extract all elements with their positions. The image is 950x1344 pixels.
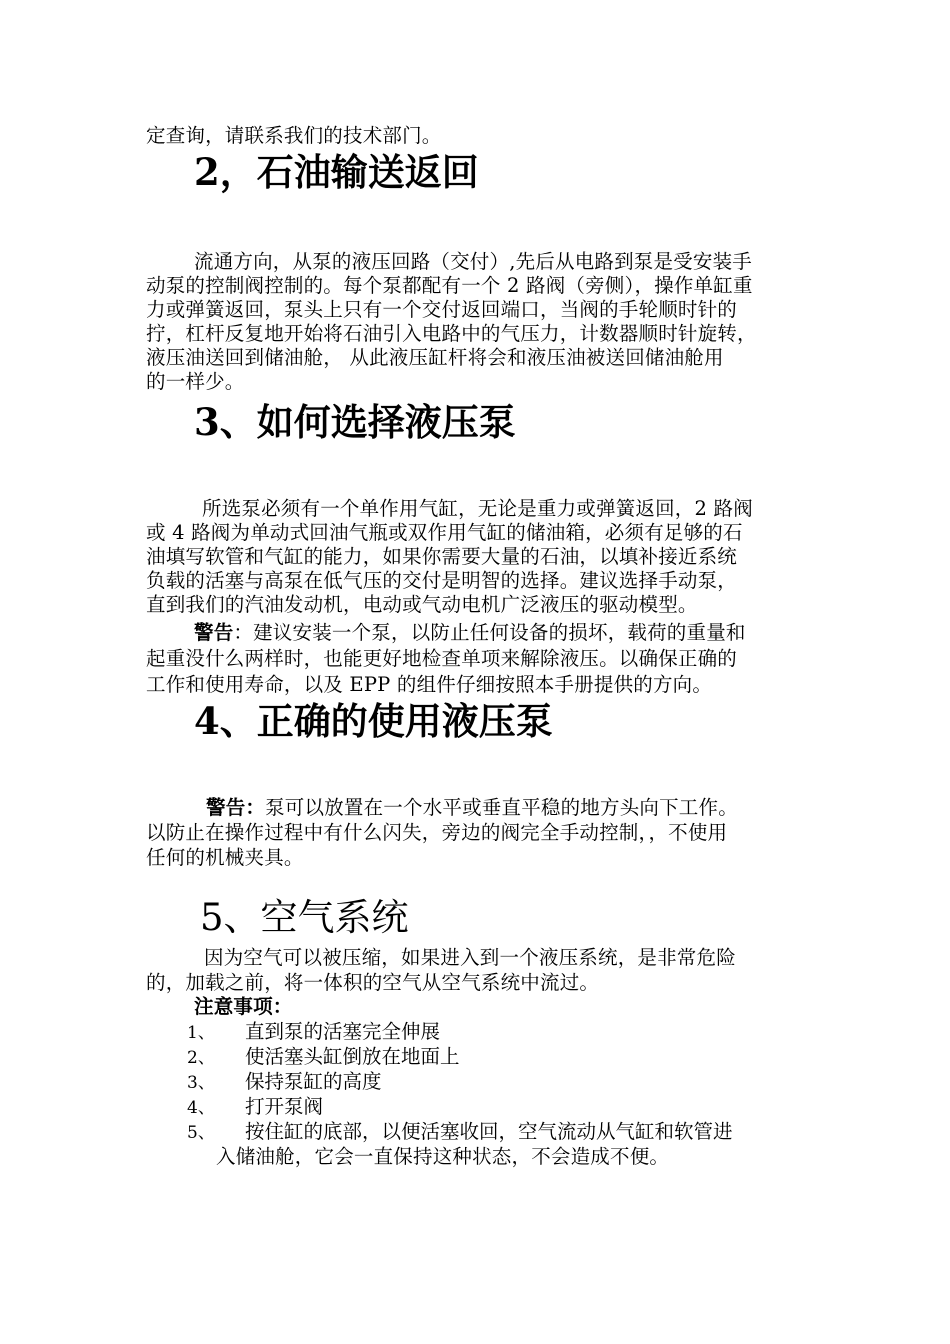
- list-item-3-text: 保持泵缸的高度: [245, 1070, 382, 1093]
- section-3-line-1: 所选泵必须有一个单作用气缸，无论是重力或弹簧返回，2 路阀: [202, 497, 753, 520]
- section-4-warning-text-1: 泵可以放置在一个水平或垂直平稳的地方头向下工作。: [265, 796, 738, 819]
- list-item-4-text: 打开泵阀: [245, 1095, 324, 1118]
- list-item-5-continuation: 入储油舱，它会一直保持这种状态，不会造成不便。: [216, 1145, 670, 1168]
- section-3-warning-line-3: 工作和使用寿命，以及 EPP 的组件仔细按照本手册提供的方向。: [146, 673, 713, 696]
- list-item-1-number: 1、: [187, 1023, 215, 1043]
- section-4-warning-line-1: [206, 796, 738, 820]
- list-item-5-number: 5、: [187, 1123, 215, 1143]
- section-2-line-2: 动泵的控制阀控制的。每个泵都配有一个 2 路阀（旁侧），操作单缸重: [146, 274, 753, 297]
- section-5-notes-label: 注意事项：: [194, 995, 293, 1018]
- section-5-line-1: 因为空气可以被压缩，如果进入到一个液压系统，是非常危险: [204, 946, 736, 969]
- section-4-warning-line-3: 任何的机械夹具。: [146, 846, 304, 869]
- list-item-3-number: 3、: [187, 1073, 215, 1093]
- list-item-1-text: 直到泵的活塞完全伸展: [245, 1020, 441, 1043]
- section-4-warning-line-2: 以防止在操作过程中有什么闪失，旁边的阀完全手动控制，，不使用: [146, 821, 728, 844]
- list-item-5-text: 按住缸的底部，以便活塞收回，空气流动从气缸和软管进: [245, 1120, 733, 1143]
- section-2-heading: 2，石油输送返回: [194, 150, 479, 194]
- section-2-line-6: 的一样少。: [146, 370, 245, 393]
- section-3-warning-text-1: ：建议安装一个泵，以防止任何设备的损坏，载荷的重量和: [233, 621, 746, 644]
- section-4-heading: 4、正确的使用液压泵: [194, 699, 553, 743]
- section-3-warning-label: 警告: [194, 621, 234, 644]
- section-2-line-4: 拧，杠杆反复地开始将石油引入电路中的气压力，计数器顺时针旋转，: [146, 322, 757, 345]
- intro-tail-text: 定查询，请联系我们的技术部门。: [146, 124, 442, 147]
- list-item-4-number: 4、: [187, 1098, 215, 1118]
- section-2-line-5: 液压油送回到储油舱， 从此液压缸杆将会和液压油被送回储油舱用: [146, 346, 724, 369]
- list-item-2-number: 2、: [187, 1048, 215, 1068]
- section-2-line-1: 流通方向，从泵的液压回路（交付）,先后从电路到泵是受安装手: [194, 250, 752, 273]
- section-3-line-5: 直到我们的汽油发动机，电动或气动电机广泛液压的驱动模型。: [146, 593, 698, 616]
- section-4-warning-label: 警告：: [206, 796, 266, 819]
- section-3-line-2: 或 4 路阀为单动式回油气瓶或双作用气缸的储油箱，必须有足够的石: [146, 521, 743, 544]
- section-3-line-3: 油填写软管和气缸的能力，如果你需要大量的石油，以填补接近系统: [146, 545, 738, 568]
- section-3-warning-line-2: 起重没什么两样时，也能更好地检查单项来解除液压。以确保正确的: [146, 647, 738, 670]
- list-item-2-text: 使活塞头缸倒放在地面上: [245, 1045, 460, 1068]
- section-5-line-2: 的，加载之前，将一体积的空气从空气系统中流过。: [146, 971, 600, 994]
- section-3-line-4: 负载的活塞与高泵在低气压的交付是明智的选择。建议选择手动泵，: [146, 569, 738, 592]
- section-3-heading: 3、如何选择液压泵: [194, 400, 516, 444]
- section-2-line-3: 力或弹簧返回，泵头上只有一个交付返回端口，当阀的手轮顺时针的: [146, 298, 738, 321]
- section-3-warning-line-1: [194, 621, 746, 645]
- section-5-heading: 5、空气系统: [200, 896, 409, 939]
